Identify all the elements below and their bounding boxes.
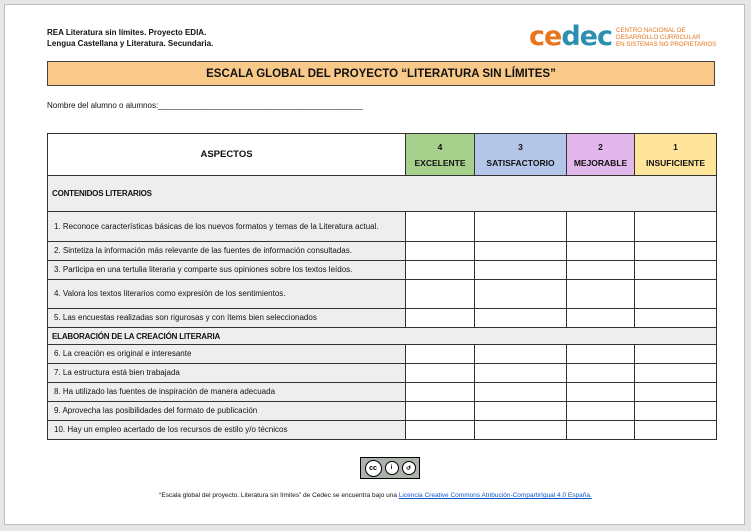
level-header-2 bbox=[567, 134, 635, 176]
section-title: ELABORACIÓN DE LA CREACIÓN LITERARIA bbox=[48, 328, 717, 345]
score-cell[interactable] bbox=[635, 345, 717, 364]
license-link[interactable]: Licencia Creative Commons Atribución-CompartirIgual 4.0 España. bbox=[398, 492, 592, 499]
criterion-row bbox=[48, 309, 717, 328]
logo-word-part1: ce bbox=[529, 21, 562, 52]
criterion-row bbox=[48, 280, 717, 309]
score-cell[interactable] bbox=[567, 242, 635, 261]
score-cell[interactable] bbox=[635, 364, 717, 383]
criterion-row bbox=[48, 402, 717, 421]
criterion-label: 3. Participa en una tertulia literaria y comparte sus opiniones sobre los textos leídos. bbox=[48, 261, 406, 280]
score-cell[interactable] bbox=[475, 280, 567, 309]
score-cell[interactable] bbox=[475, 383, 567, 402]
score-cell[interactable] bbox=[635, 242, 717, 261]
level-label: MEJORABLE bbox=[573, 157, 628, 168]
score-cell[interactable] bbox=[406, 383, 475, 402]
student-name-field[interactable]: Nombre del alumno o alumnos:______________________________________________ bbox=[47, 101, 363, 110]
criterion-label: 6. La creación es original e interesante bbox=[48, 345, 406, 364]
score-cell[interactable] bbox=[567, 280, 635, 309]
sa-icon: ↺ bbox=[402, 461, 416, 475]
score-cell[interactable] bbox=[635, 309, 717, 328]
score-cell[interactable] bbox=[406, 345, 475, 364]
score-cell[interactable] bbox=[475, 421, 567, 440]
score-cell[interactable] bbox=[567, 383, 635, 402]
criterion-label: 7. La estructura está bien trabajada bbox=[48, 364, 406, 383]
cedec-logo-wordmark bbox=[529, 23, 612, 51]
score-cell[interactable] bbox=[567, 402, 635, 421]
section-title: CONTENIDOS LITERARIOS bbox=[48, 176, 717, 212]
rubric-table bbox=[47, 133, 717, 440]
level-number: 4 bbox=[437, 141, 443, 152]
level-header-1 bbox=[635, 134, 717, 176]
score-cell[interactable] bbox=[475, 402, 567, 421]
section-row bbox=[48, 176, 717, 212]
criterion-row bbox=[48, 242, 717, 261]
level-label: INSUFICIENTE bbox=[645, 157, 706, 168]
criterion-label: 4. Valora los textos literarios como expresión de los sentimientos. bbox=[48, 280, 406, 309]
score-cell[interactable] bbox=[475, 364, 567, 383]
score-cell[interactable] bbox=[406, 261, 475, 280]
footer-text: “Escala global del proyecto. Literatura sin límites” de Cedec se encuentra bajo una bbox=[159, 492, 399, 499]
level-label: EXCELENTE bbox=[414, 157, 466, 168]
score-cell[interactable] bbox=[635, 421, 717, 440]
criterion-row bbox=[48, 212, 717, 242]
license-footer bbox=[5, 492, 746, 499]
criterion-label: 10. Hay un empleo acertado de los recursos de estilo y/o técnicos bbox=[48, 421, 406, 440]
criterion-label: 2. Sintetiza la información más relevante de las fuentes de información consultadas. bbox=[48, 242, 406, 261]
score-cell[interactable] bbox=[475, 212, 567, 242]
level-header-4 bbox=[406, 134, 475, 176]
aspects-header: ASPECTOS bbox=[48, 134, 406, 176]
score-cell[interactable] bbox=[406, 421, 475, 440]
score-cell[interactable] bbox=[475, 261, 567, 280]
by-icon: i bbox=[385, 461, 399, 475]
score-cell[interactable] bbox=[475, 309, 567, 328]
criterion-label: 5. Las encuestas realizadas son rigurosas y con ítems bien seleccionados bbox=[48, 309, 406, 328]
criterion-row bbox=[48, 383, 717, 402]
score-cell[interactable] bbox=[635, 261, 717, 280]
cc-icon: cc bbox=[365, 460, 382, 477]
score-cell[interactable] bbox=[635, 212, 717, 242]
score-cell[interactable] bbox=[406, 280, 475, 309]
section-row bbox=[48, 328, 717, 345]
logo-word-part2: dec bbox=[561, 21, 612, 52]
score-cell[interactable] bbox=[475, 345, 567, 364]
score-cell[interactable] bbox=[567, 364, 635, 383]
score-cell[interactable] bbox=[567, 421, 635, 440]
score-cell[interactable] bbox=[406, 242, 475, 261]
cedec-logo-tagline: CENTRO NACIONAL DE DESARROLLO CURRICULAR EN SISTEMAS NO PROPIETARIOS bbox=[615, 26, 717, 48]
criterion-label: 8. Ha utilizado las fuentes de inspiración de manera adecuada bbox=[48, 383, 406, 402]
score-cell[interactable] bbox=[635, 280, 717, 309]
score-cell[interactable] bbox=[567, 212, 635, 242]
criterion-row bbox=[48, 421, 717, 440]
header-line-1: REA Literatura sin límites. Proyecto EDIA. bbox=[47, 28, 207, 37]
criterion-label: 9. Aprovecha las posibilidades del formato de publicación bbox=[48, 402, 406, 421]
criterion-row bbox=[48, 261, 717, 280]
header-line-2: Lengua Castellana y Literatura. Secundaria. bbox=[47, 39, 214, 48]
level-header-3 bbox=[475, 134, 567, 176]
score-cell[interactable] bbox=[635, 383, 717, 402]
score-cell[interactable] bbox=[406, 309, 475, 328]
score-cell[interactable] bbox=[406, 402, 475, 421]
cedec-logo bbox=[529, 23, 726, 51]
score-cell[interactable] bbox=[406, 212, 475, 242]
level-label: SATISFACTORIO bbox=[486, 157, 555, 168]
score-cell[interactable] bbox=[475, 242, 567, 261]
score-cell[interactable] bbox=[567, 261, 635, 280]
score-cell[interactable] bbox=[567, 345, 635, 364]
level-number: 2 bbox=[598, 141, 603, 152]
creative-commons-badge[interactable] bbox=[360, 457, 420, 479]
criterion-row bbox=[48, 345, 717, 364]
document-title: ESCALA GLOBAL DEL PROYECTO “LITERATURA SIN LÍMITES” bbox=[47, 61, 715, 86]
score-cell[interactable] bbox=[567, 309, 635, 328]
level-number: 1 bbox=[673, 141, 678, 152]
document-page bbox=[4, 4, 745, 525]
criterion-row bbox=[48, 364, 717, 383]
score-cell[interactable] bbox=[406, 364, 475, 383]
score-cell[interactable] bbox=[635, 402, 717, 421]
criterion-label: 1. Reconoce características básicas de los nuevos formatos y temas de la Literatura actual. bbox=[48, 212, 406, 242]
level-number: 3 bbox=[518, 141, 523, 152]
table-header-row bbox=[48, 134, 717, 176]
